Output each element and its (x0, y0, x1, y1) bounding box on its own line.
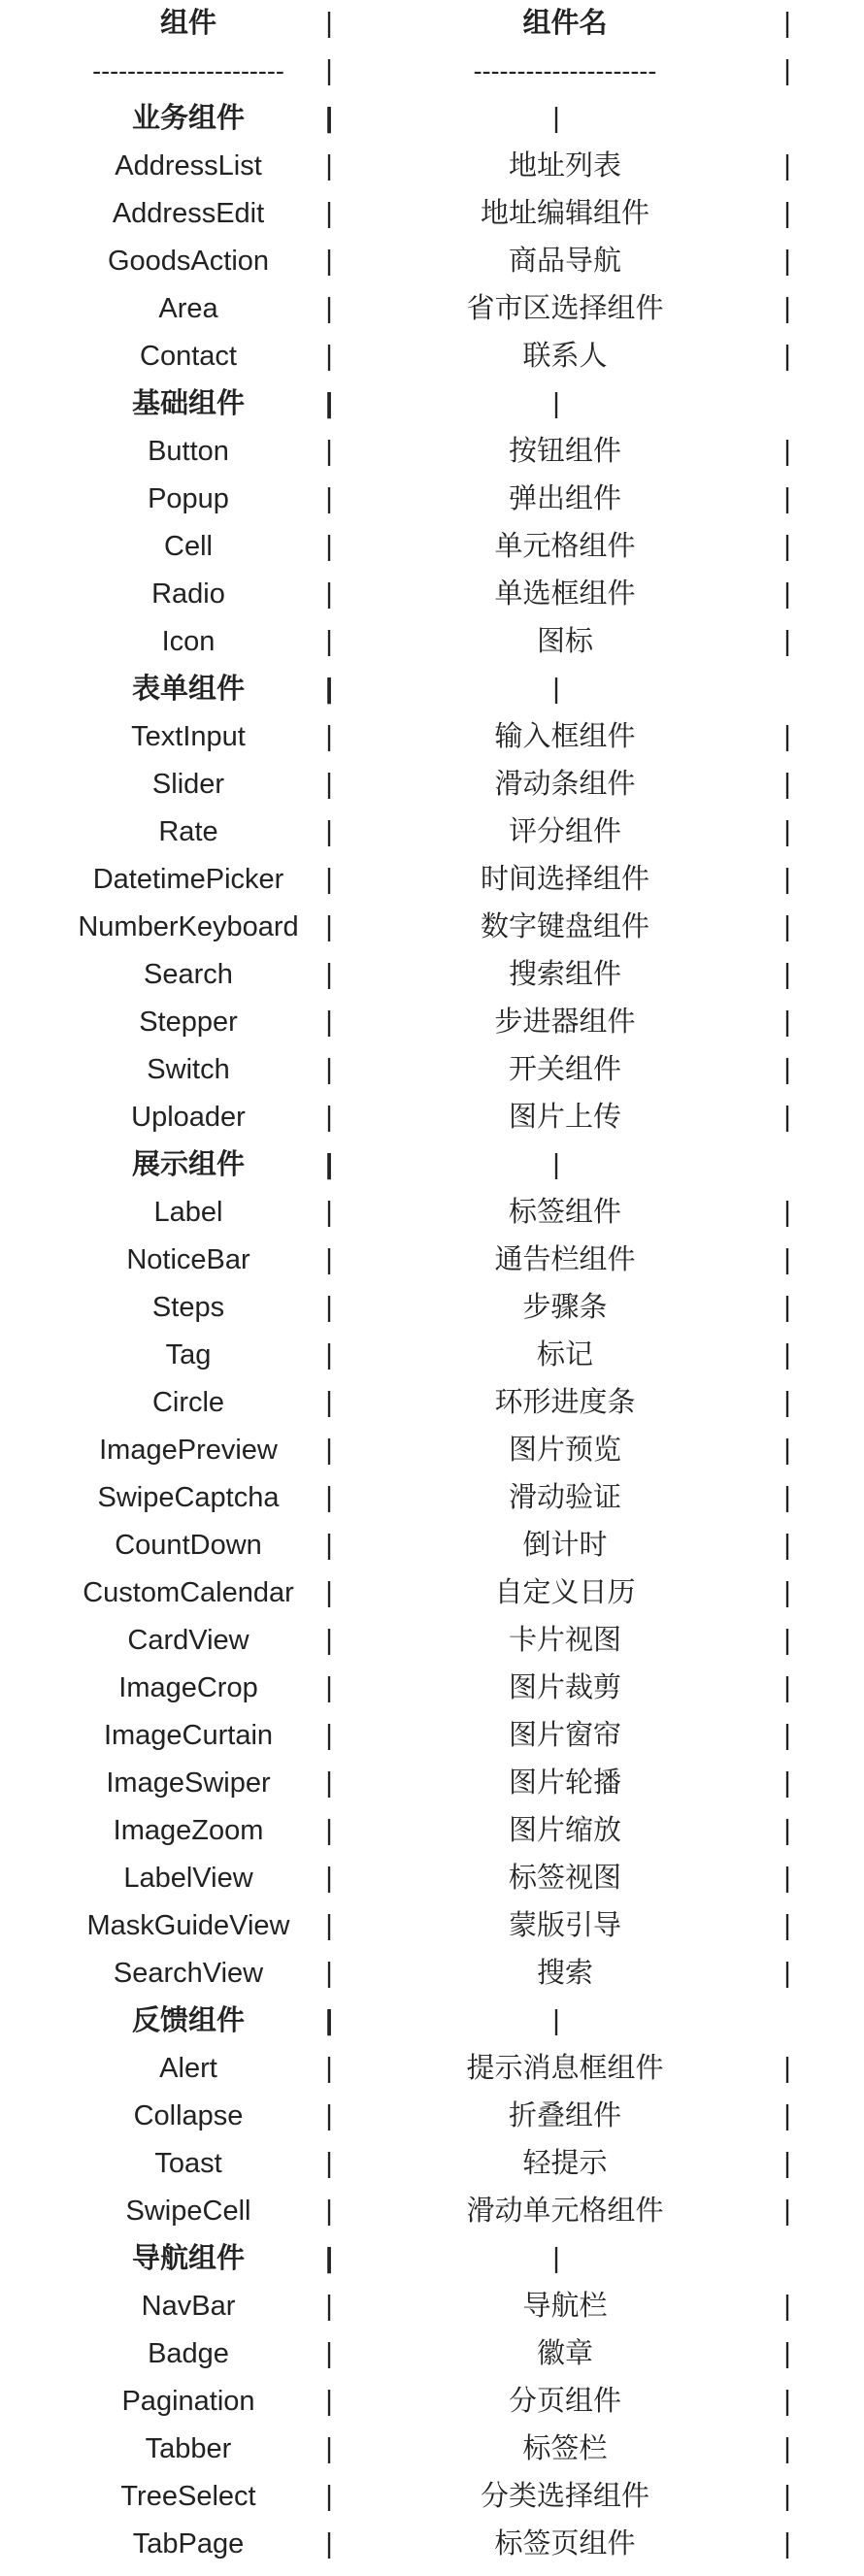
component-name: 徽章 (536, 2338, 594, 2369)
column-separator: | (325, 578, 333, 610)
category-name-separator: | (552, 2243, 560, 2274)
column-separator: | (783, 436, 791, 467)
table-row (0, 1617, 864, 1665)
column-separator: | (325, 2100, 333, 2131)
component-name: 图片轮播 (508, 1767, 622, 1799)
category-row (0, 95, 864, 143)
table-row (0, 2330, 864, 2378)
component-key: NavBar (141, 2291, 236, 2322)
component-key: Alert (159, 2053, 217, 2084)
column-separator: | (783, 2386, 791, 2417)
column-separator: | (325, 1767, 333, 1799)
table-row (0, 1569, 864, 1617)
column-separator: | (783, 864, 791, 895)
column-separator: | (325, 150, 333, 182)
table-row (0, 2473, 864, 2521)
column-separator: | (325, 2338, 333, 2369)
component-key: DatetimePicker (92, 864, 284, 895)
column-separator: | (325, 816, 333, 847)
component-name: 地址编辑组件 (480, 198, 650, 229)
component-key: GoodsAction (107, 246, 270, 277)
column-separator: | (325, 2148, 333, 2179)
table-row (0, 1855, 864, 1902)
category-label: 反馈组件 (131, 2005, 246, 2036)
table-row (0, 2188, 864, 2235)
column-separator: | (325, 2053, 333, 2084)
table-row (0, 238, 864, 285)
component-name: 联系人 (522, 341, 608, 372)
column-separator: | (325, 1625, 333, 1656)
component-key: NumberKeyboard (78, 911, 299, 942)
column-separator: | (325, 1387, 333, 1418)
component-key: Button (148, 436, 229, 467)
category-name-separator: | (552, 103, 560, 134)
component-name: 标签组件 (508, 1197, 622, 1228)
category-row (0, 2235, 864, 2283)
component-key: TabPage (132, 2528, 245, 2559)
table-row (0, 333, 864, 380)
component-name: 导航栏 (522, 2291, 608, 2322)
component-name: 分类选择组件 (480, 2481, 650, 2512)
table-row (0, 2093, 864, 2140)
column-separator: | (325, 1720, 333, 1751)
column-separator: | (325, 2528, 333, 2559)
column-separator: | (783, 1339, 791, 1371)
category-label: 基础组件 (131, 388, 246, 419)
component-name: 输入框组件 (494, 721, 636, 752)
column-separator: | (325, 8, 333, 39)
component-key: Search (144, 959, 233, 990)
column-separator: | (783, 1197, 791, 1228)
column-separator: | (325, 341, 333, 372)
column-separator: | (783, 1007, 791, 1038)
column-separator: | (325, 483, 333, 514)
table-row (0, 428, 864, 476)
component-key: Contact (140, 341, 237, 372)
component-name: 按钮组件 (508, 436, 622, 467)
table-row (0, 1284, 864, 1332)
divider-dashes: ---------------------- (92, 56, 284, 85)
table-row (0, 476, 864, 523)
component-name: 分页组件 (508, 2386, 622, 2417)
column-separator: | (325, 626, 333, 657)
category-row (0, 666, 864, 713)
component-name: 评分组件 (508, 816, 622, 847)
column-separator: | (325, 2481, 333, 2512)
header-name-label: 组件名 (522, 8, 608, 39)
category-row (0, 1998, 864, 2045)
component-name: 滑动单元格组件 (466, 2196, 664, 2227)
column-separator: | (325, 721, 333, 752)
component-key: Uploader (131, 1102, 246, 1133)
column-separator: | (783, 1054, 791, 1085)
column-separator: | (783, 578, 791, 610)
component-name: 蒙版引导 (508, 1910, 622, 1941)
component-key: Tabber (145, 2433, 232, 2464)
column-separator: | (783, 911, 791, 942)
column-separator: | (783, 2291, 791, 2322)
column-separator: | (783, 2053, 791, 2084)
component-key: SearchView (113, 1958, 264, 1989)
table-row (0, 1189, 864, 1237)
component-key: TextInput (131, 721, 246, 752)
table-row (0, 190, 864, 238)
column-separator: | (325, 1244, 333, 1275)
component-key: ImageZoom (113, 1815, 264, 1846)
column-separator: | (325, 864, 333, 895)
table-row (0, 1522, 864, 1569)
component-key: Rate (158, 816, 218, 847)
component-key: AddressEdit (112, 198, 265, 229)
table-row (0, 1427, 864, 1474)
component-name: 商品导航 (508, 246, 622, 277)
component-key: ImagePreview (99, 1435, 278, 1466)
column-separator: | (325, 2196, 333, 2227)
table-row (0, 2378, 864, 2426)
column-separator: | (783, 1767, 791, 1799)
column-separator: | (783, 1435, 791, 1466)
table-row (0, 1379, 864, 1427)
component-key: SwipeCell (125, 2196, 251, 2227)
column-separator: | (783, 483, 791, 514)
column-separator: | (783, 1292, 791, 1323)
category-row (0, 380, 864, 428)
table-row (0, 856, 864, 904)
table-row (0, 1237, 864, 1284)
table-row (0, 1046, 864, 1094)
column-separator: | (783, 8, 791, 39)
column-separator: | (325, 293, 333, 324)
column-separator: | (325, 1054, 333, 1085)
component-name: 通告栏组件 (494, 1244, 636, 1275)
column-separator: | (783, 1672, 791, 1703)
column-separator: | (325, 959, 333, 990)
component-key: MaskGuideView (86, 1910, 290, 1941)
table-row (0, 999, 864, 1046)
component-name: 数字键盘组件 (480, 911, 650, 942)
component-name: 弹出组件 (508, 483, 622, 514)
component-name: 单元格组件 (494, 531, 636, 562)
component-key: Collapse (133, 2100, 244, 2131)
column-separator: | (783, 1863, 791, 1894)
column-separator: | (783, 1625, 791, 1656)
table-header-row (0, 0, 864, 48)
table-row (0, 1760, 864, 1807)
table-row (0, 904, 864, 951)
column-separator: | (783, 1958, 791, 1989)
column-separator: | (325, 1530, 333, 1561)
table-row (0, 951, 864, 999)
component-name: 图片缩放 (508, 1815, 622, 1846)
component-name: 滑动验证 (508, 1482, 622, 1513)
table-row (0, 1474, 864, 1522)
column-separator: | (783, 1102, 791, 1133)
component-key: CountDown (115, 1530, 262, 1561)
table-row (0, 1902, 864, 1950)
column-separator: | (325, 531, 333, 562)
category-label: 表单组件 (131, 674, 246, 705)
component-name: 卡片视图 (508, 1625, 622, 1656)
column-separator: | (325, 1958, 333, 1989)
component-key: Radio (151, 578, 225, 610)
column-separator: | (325, 1577, 333, 1608)
component-name: 环形进度条 (494, 1387, 636, 1418)
component-name: 步骤条 (522, 1292, 608, 1323)
component-key: ImageCrop (118, 1672, 258, 1703)
table-row (0, 571, 864, 618)
column-separator: | (325, 1435, 333, 1466)
column-separator: | (325, 246, 333, 277)
component-name: 图片裁剪 (508, 1672, 622, 1703)
component-name: 轻提示 (522, 2148, 608, 2179)
component-key: Cell (164, 531, 213, 562)
column-separator: | (325, 198, 333, 229)
column-separator: | (325, 1863, 333, 1894)
component-name: 单选框组件 (494, 578, 636, 610)
component-name: 图片预览 (508, 1435, 622, 1466)
category-label: 展示组件 (131, 1149, 246, 1180)
column-separator: | (783, 150, 791, 182)
table-row (0, 285, 864, 333)
category-name-separator: | (552, 1149, 560, 1180)
column-separator: | (783, 1577, 791, 1608)
column-separator: | (325, 2386, 333, 2417)
column-separator: | (783, 816, 791, 847)
table-row (0, 1712, 864, 1760)
column-separator: | (324, 2005, 334, 2036)
column-separator: | (325, 769, 333, 800)
column-separator: | (783, 293, 791, 324)
component-name: 步进器组件 (494, 1007, 636, 1038)
category-name-separator: | (552, 2005, 560, 2036)
component-key: NoticeBar (126, 1244, 250, 1275)
component-name: 标签页组件 (494, 2528, 636, 2559)
column-separator: | (783, 1720, 791, 1751)
table-row (0, 143, 864, 190)
component-key: Label (153, 1197, 223, 1228)
divider-dashes: --------------------- (473, 56, 657, 85)
column-separator: | (325, 1339, 333, 1371)
table-row (0, 809, 864, 856)
column-separator: | (783, 2148, 791, 2179)
component-key: Badge (148, 2338, 229, 2369)
component-key: Switch (147, 1054, 230, 1085)
component-name: 地址列表 (508, 150, 622, 182)
table-row (0, 2521, 864, 2568)
component-name: 标签栏 (522, 2433, 608, 2464)
column-separator: | (783, 341, 791, 372)
column-separator: | (325, 2291, 333, 2322)
column-separator: | (325, 436, 333, 467)
component-name: 省市区选择组件 (466, 293, 664, 324)
category-name-separator: | (552, 388, 560, 419)
component-name: 搜索 (536, 1958, 594, 1989)
column-separator: | (783, 198, 791, 229)
table-row (0, 761, 864, 809)
column-separator: | (783, 959, 791, 990)
column-separator: | (325, 1197, 333, 1228)
column-separator: | (783, 1482, 791, 1513)
component-key: Circle (151, 1387, 225, 1418)
component-name: 倒计时 (522, 1530, 608, 1561)
column-separator: | (325, 911, 333, 942)
component-key: CardView (127, 1625, 249, 1656)
component-key: SwipeCaptcha (97, 1482, 280, 1513)
table-row (0, 1665, 864, 1712)
table-row (0, 2140, 864, 2188)
table-divider-row (0, 48, 864, 95)
table-row (0, 1332, 864, 1379)
component-name: 提示消息框组件 (466, 2053, 664, 2084)
component-name: 时间选择组件 (480, 864, 650, 895)
column-separator: | (783, 2433, 791, 2464)
column-separator: | (783, 2338, 791, 2369)
table-row (0, 2426, 864, 2473)
component-key: Popup (148, 483, 229, 514)
column-separator: | (783, 55, 791, 86)
component-name: 折叠组件 (508, 2100, 622, 2131)
category-name-separator: | (552, 674, 560, 705)
column-separator: | (783, 2481, 791, 2512)
component-key: Icon (161, 626, 216, 657)
component-name: 图片上传 (508, 1102, 622, 1133)
column-separator: | (324, 103, 334, 134)
column-separator: | (783, 769, 791, 800)
component-key: LabelView (123, 1863, 253, 1894)
component-key: Slider (151, 769, 225, 800)
column-separator: | (325, 55, 333, 86)
table-row (0, 1807, 864, 1855)
column-separator: | (325, 1672, 333, 1703)
column-separator: | (783, 2528, 791, 2559)
component-name: 图片窗帘 (508, 1720, 622, 1751)
column-separator: | (783, 1244, 791, 1275)
component-name: 自定义日历 (494, 1577, 636, 1608)
table-row (0, 1950, 864, 1998)
component-key: Toast (154, 2148, 222, 2179)
component-key: TreeSelect (120, 2481, 256, 2512)
table-row (0, 618, 864, 666)
column-separator: | (783, 1387, 791, 1418)
component-key: ImageCurtain (103, 1720, 274, 1751)
column-separator: | (324, 2243, 334, 2274)
column-separator: | (325, 1292, 333, 1323)
table-row (0, 2045, 864, 2093)
component-key: CustomCalendar (83, 1577, 294, 1608)
column-separator: | (783, 2100, 791, 2131)
column-separator: | (783, 246, 791, 277)
component-name: 标记 (536, 1339, 594, 1371)
table-row (0, 713, 864, 761)
category-row (0, 1141, 864, 1189)
table-row (0, 1094, 864, 1141)
column-separator: | (325, 1910, 333, 1941)
component-key: Stepper (139, 1007, 238, 1038)
column-separator: | (783, 1910, 791, 1941)
column-separator: | (783, 1530, 791, 1561)
column-separator: | (783, 1815, 791, 1846)
component-key: Tag (165, 1339, 212, 1371)
column-separator: | (324, 388, 334, 419)
column-separator: | (783, 721, 791, 752)
component-key: ImageSwiper (106, 1767, 271, 1799)
column-separator: | (783, 626, 791, 657)
category-label: 导航组件 (131, 2243, 246, 2274)
column-separator: | (324, 674, 334, 705)
table-row (0, 2283, 864, 2330)
header-component-label: 组件 (159, 8, 217, 39)
category-label: 业务组件 (131, 103, 246, 134)
component-key: AddressList (115, 150, 262, 182)
column-separator: | (325, 1482, 333, 1513)
component-name: 标签视图 (508, 1863, 622, 1894)
column-separator: | (783, 531, 791, 562)
column-separator: | (324, 1149, 334, 1180)
column-separator: | (325, 1007, 333, 1038)
column-separator: | (325, 1102, 333, 1133)
column-separator: | (325, 2433, 333, 2464)
component-key: Pagination (121, 2386, 255, 2417)
component-name: 滑动条组件 (494, 769, 636, 800)
column-separator: | (783, 2196, 791, 2227)
component-key: Area (158, 293, 218, 324)
component-name: 图标 (536, 626, 594, 657)
component-name: 开关组件 (508, 1054, 622, 1085)
table-row (0, 523, 864, 571)
component-key: Steps (151, 1292, 225, 1323)
component-name: 搜索组件 (508, 959, 622, 990)
column-separator: | (325, 1815, 333, 1846)
